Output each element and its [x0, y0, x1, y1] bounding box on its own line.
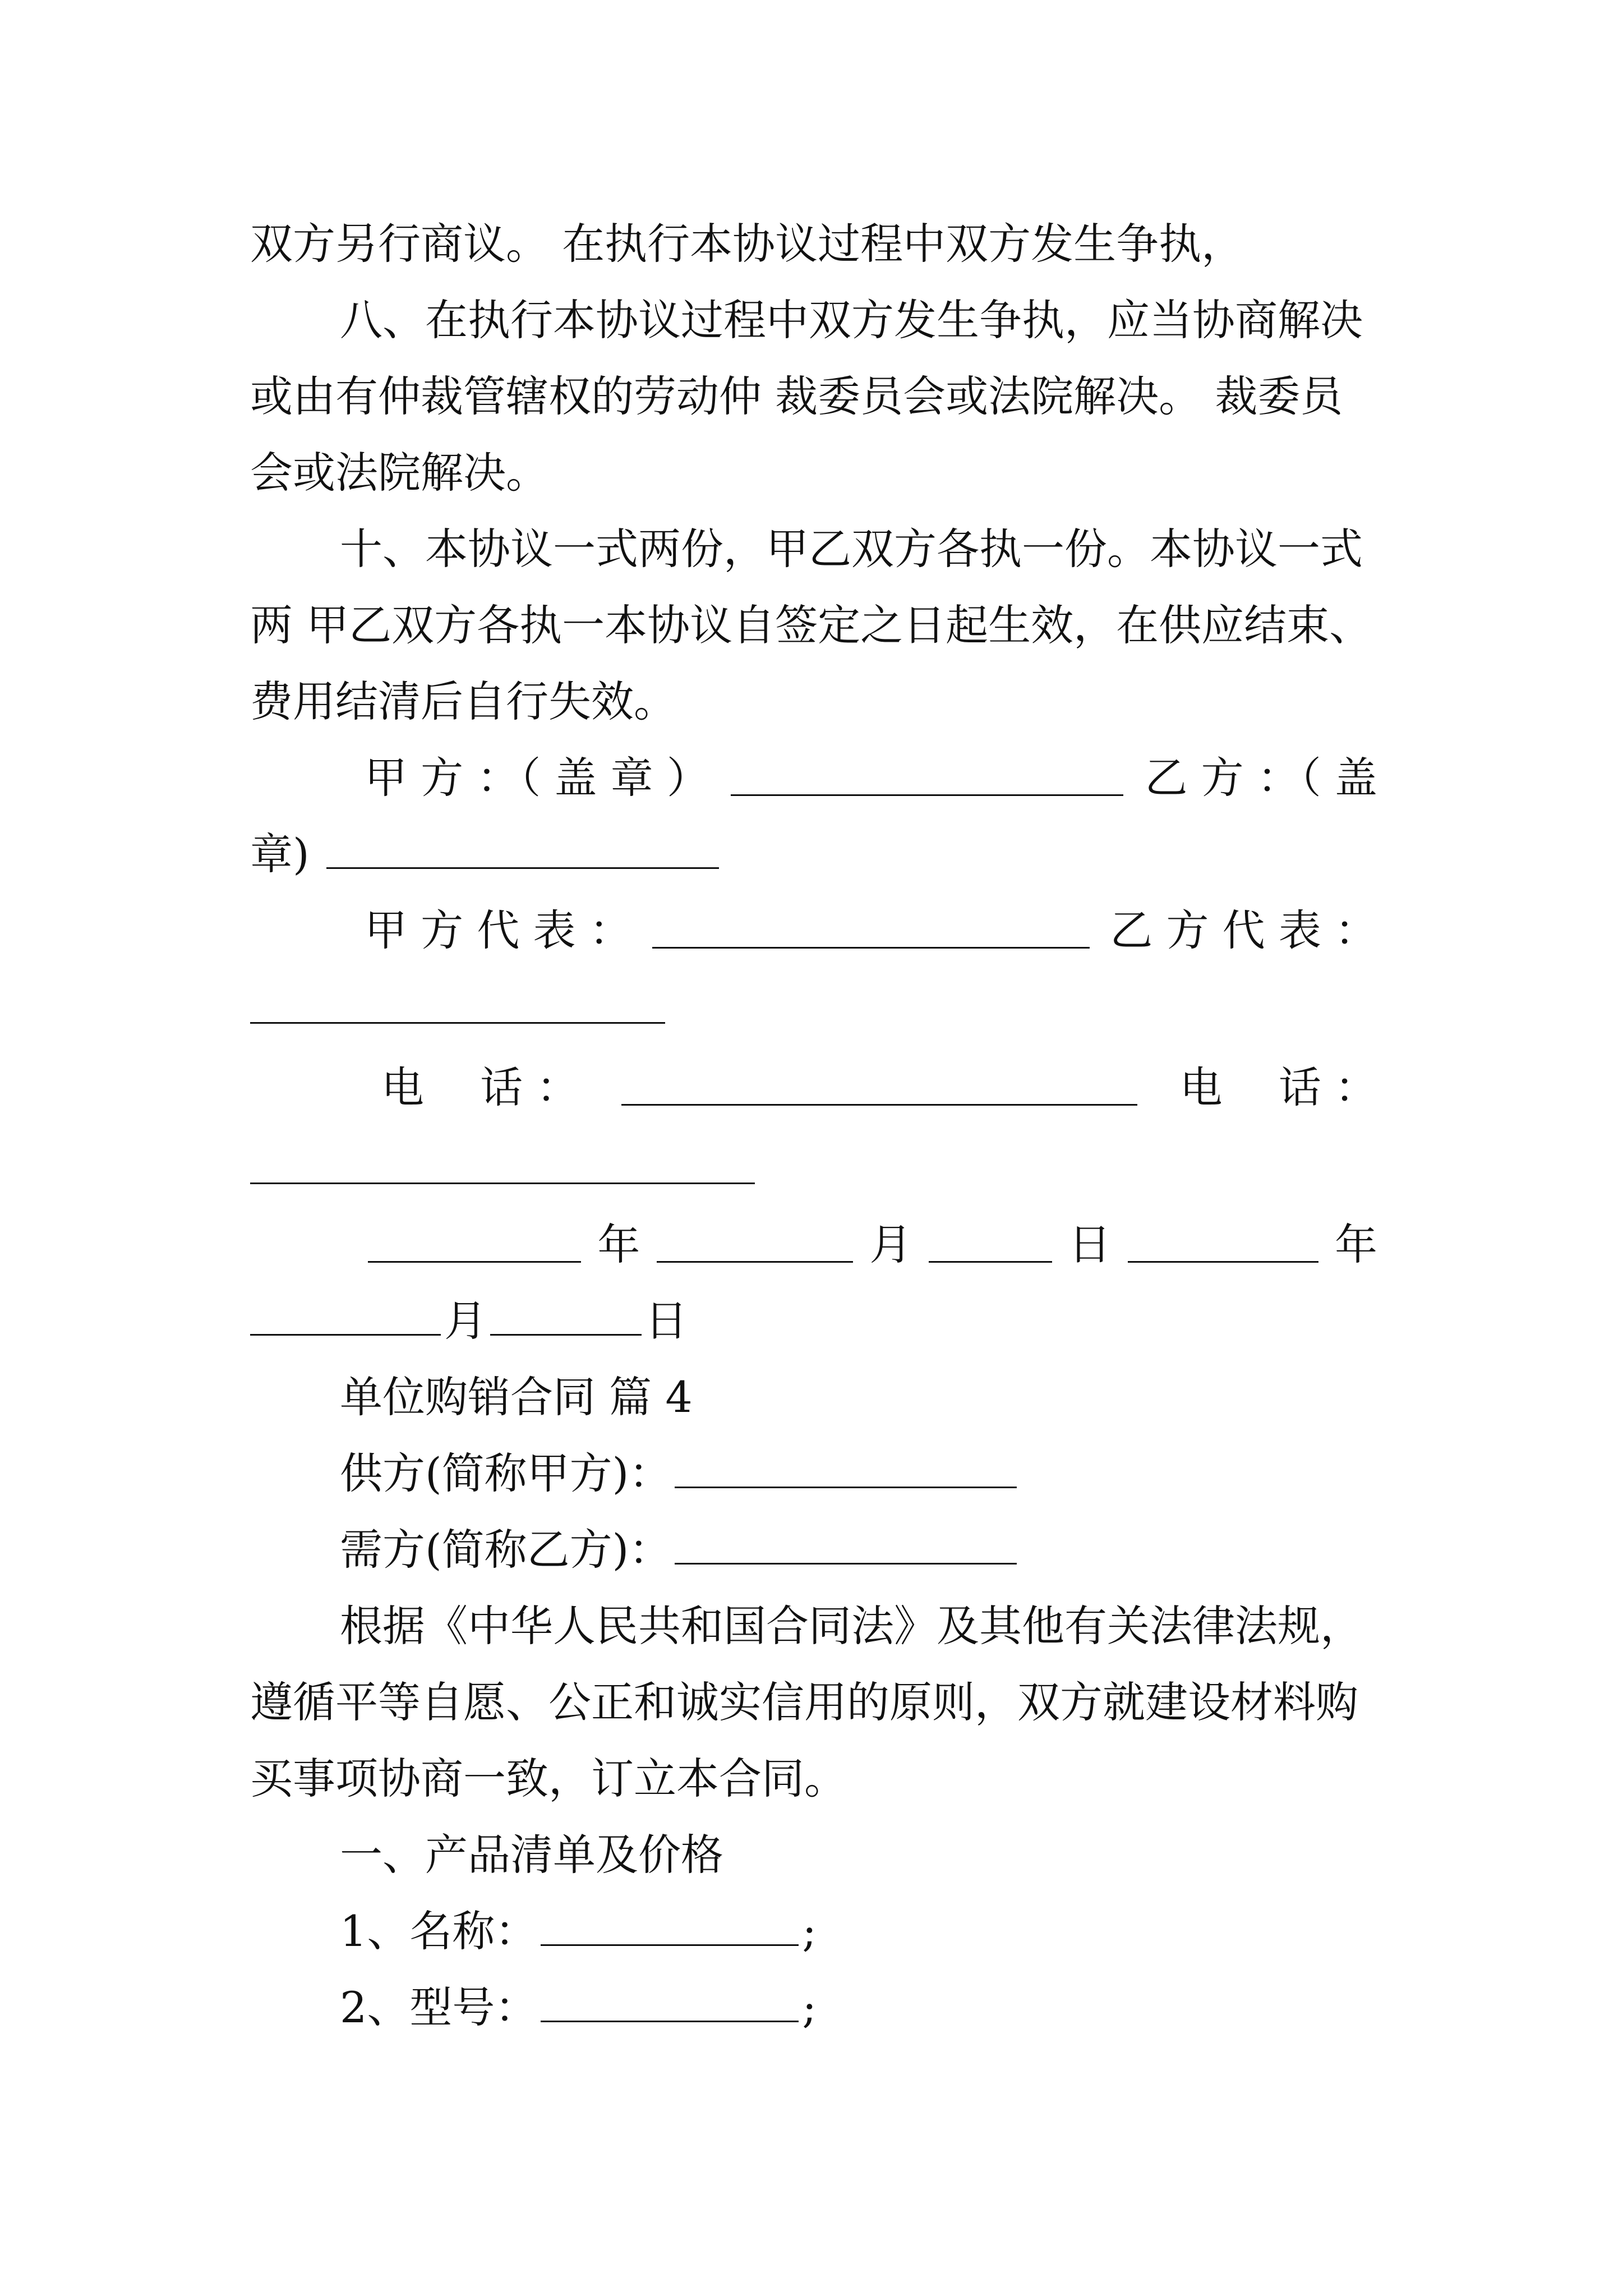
intro-line-3 — [250, 1748, 1377, 1810]
party-a-rep-blank[interactable] — [652, 913, 1090, 949]
party-a-year-blank[interactable] — [368, 1227, 581, 1263]
party-b-rep-label: 乙 方 代 表 ： — [1110, 905, 1377, 955]
semicolon: ; — [802, 1906, 817, 1956]
model-line — [340, 1977, 1467, 2039]
party-a-phone-blank[interactable] — [621, 1070, 1137, 1106]
section-title-text: 单位购销合同 篇 4 — [340, 1372, 693, 1422]
name-label: 1、名称： — [340, 1906, 538, 1956]
intro-line-1 — [340, 1595, 1467, 1657]
text-line: 双方另行商议。 在执行本协议过程中双方发生争执， — [250, 219, 1244, 269]
text-line: 两 甲乙双方各执一本协议自签定之日起生效，在供应结束、 — [250, 600, 1372, 650]
supplier-line — [340, 1443, 1467, 1504]
month-label: 月 — [869, 1220, 912, 1269]
text-line: 或由有仲裁管辖权的劳动仲 裁委员会或法院解决。 裁委员 — [250, 371, 1343, 421]
clause-10-line-3 — [250, 671, 1377, 733]
text-line: 八、在执行本协议过程中双方发生争执，应当协商解决 — [340, 295, 1363, 345]
party-a-phone-label: 电 话 ： — [381, 1062, 579, 1112]
text-line: 费用结清后自行失效。 — [250, 677, 676, 726]
seal-line-cont — [250, 823, 1377, 885]
clause-8-line-1 — [340, 289, 1467, 351]
supplier-label: 供方(简称甲方)： — [340, 1448, 672, 1498]
buyer-line — [340, 1519, 1467, 1581]
date-line-cont — [250, 1290, 1377, 1352]
supplier-blank[interactable] — [675, 1453, 1017, 1488]
party-a-day-blank[interactable] — [929, 1227, 1052, 1263]
year-label: 年 — [597, 1220, 640, 1269]
text-line: 买事项协商一致，订立本合同。 — [250, 1754, 847, 1803]
party-a-rep-label: 甲 方 代 表 ： — [365, 905, 632, 955]
model-blank[interactable] — [541, 1987, 799, 2022]
text-line: 遵循平等自愿、公正和诚实信用的原则，双方就建设材料购 — [250, 1677, 1358, 1727]
clause-10-line-1 — [340, 518, 1467, 580]
month-label: 月 — [444, 1296, 487, 1346]
name-blank[interactable] — [541, 1911, 799, 1946]
party-b-phone-label: 电 话 ： — [1179, 1062, 1377, 1112]
party-b-seal-label: 乙 方 ：（ 盖 — [1145, 753, 1377, 803]
party-b-year-blank[interactable] — [1128, 1227, 1318, 1263]
representative-line — [365, 900, 1377, 961]
party-a-month-blank[interactable] — [657, 1227, 853, 1263]
name-line — [340, 1901, 1467, 1962]
paragraph-continuation — [250, 213, 1377, 275]
year-label: 年 — [1334, 1220, 1377, 1269]
clause-8-line-2 — [250, 366, 1377, 427]
text-line: 会或法院解决。 — [250, 448, 548, 498]
party-a-seal-blank[interactable] — [731, 761, 1123, 796]
party-a-seal-label: 甲 方 ：（ 盖 章 ） — [365, 753, 709, 803]
date-line — [365, 1214, 1377, 1276]
item-heading — [340, 1824, 1467, 1886]
day-label: 日 — [645, 1296, 688, 1346]
intro-line-2 — [250, 1672, 1377, 1733]
party-b-phone-blank[interactable] — [250, 1182, 755, 1184]
text-line: 根据《中华人民共和国合同法》及其他有关法律法规， — [340, 1601, 1363, 1651]
day-label: 日 — [1068, 1220, 1112, 1269]
seal-line — [365, 747, 1377, 809]
buyer-blank[interactable] — [675, 1529, 1017, 1565]
party-b-seal-label-cont: 章) — [250, 829, 310, 879]
buyer-label: 需方(简称乙方)： — [340, 1525, 672, 1575]
party-b-rep-blank[interactable] — [250, 1022, 665, 1024]
party-b-month-blank[interactable] — [250, 1300, 441, 1336]
clause-8-line-3 — [250, 442, 1377, 504]
model-label: 2、型号： — [340, 1982, 538, 2032]
section-title — [340, 1366, 1467, 1428]
item-heading-text: 一、产品清单及价格 — [340, 1830, 723, 1880]
party-b-day-blank[interactable] — [490, 1300, 642, 1336]
clause-10-line-2 — [250, 595, 1377, 656]
party-b-seal-blank[interactable] — [326, 834, 719, 869]
semicolon: ; — [802, 1982, 817, 2032]
text-line: 十、本协议一式两份，甲乙双方各执一份。本协议一式 — [340, 524, 1363, 574]
phone-line — [381, 1057, 1377, 1119]
